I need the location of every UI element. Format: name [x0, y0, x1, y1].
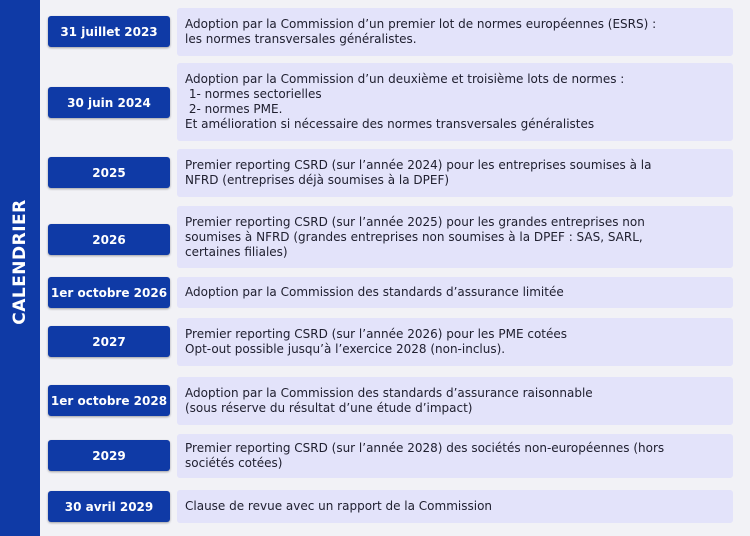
row-description [177, 434, 733, 478]
calendar-title: CALENDRIER [10, 199, 30, 325]
description-line: NFRD (entreprises déjà soumises à la DPEF) [185, 173, 450, 187]
row-date: 30 avril 2029 [48, 491, 170, 522]
description-line: sociétés cotées) [185, 456, 283, 470]
row-description [177, 149, 733, 197]
row-description [177, 490, 733, 523]
description-line: Adoption par la Commission d’un premier lot de normes européennes (ESRS) : [185, 17, 657, 31]
row-date: 1er octobre 2028 [48, 385, 170, 416]
description-line: (sous réserve du résultat d’une étude d’impact) [185, 401, 473, 415]
timeline-row [0, 206, 750, 268]
row-description [177, 8, 733, 56]
description-line: Premier reporting CSRD (sur l’année 2024) pour les entreprises soumises à la [185, 158, 652, 172]
description-line: les normes transversales généralistes. [185, 32, 417, 46]
row-date: 2026 [48, 224, 170, 255]
description-line: Premier reporting CSRD (sur l’année 2026) pour les PME cotées [185, 327, 568, 341]
description-line: Et amélioration si nécessaire des normes transversales généralistes [185, 117, 595, 131]
timeline-row [0, 149, 750, 197]
description-line: soumises à NFRD (grandes entreprises non soumises à la DPEF : SAS, SARL, [185, 229, 643, 244]
row-date: 1er octobre 2026 [48, 277, 170, 308]
row-date: 2029 [48, 440, 170, 471]
row-description [177, 277, 733, 308]
description-line: Clause de revue avec un rapport de la Commission [185, 499, 493, 513]
description-line: Premier reporting CSRD (sur l’année 2028) des sociétés non-européennes (hors [185, 441, 665, 455]
row-date: 30 juin 2024 [48, 87, 170, 118]
description-line: 1- normes sectorielles [185, 87, 322, 101]
row-description [177, 377, 733, 425]
description-line: Opt-out possible jusqu’à l’exercice 2028 (non-inclus). [185, 342, 506, 356]
description-line: Adoption par la Commission des standards d’assurance raisonnable [185, 386, 593, 400]
timeline-row [0, 63, 750, 141]
row-description [177, 318, 733, 366]
timeline-row [0, 8, 750, 56]
timeline-row [0, 318, 750, 366]
description-line: Premier reporting CSRD (sur l’année 2025) pour les grandes entreprises non [185, 214, 645, 229]
description-line: certaines filiales) [185, 244, 288, 259]
row-date: 2027 [48, 326, 170, 357]
row-date: 2025 [48, 157, 170, 188]
description-line: Adoption par la Commission des standards d’assurance limitée [185, 285, 564, 299]
timeline-row [0, 434, 750, 478]
row-description [177, 63, 733, 141]
timeline-row [0, 277, 750, 308]
timeline-row [0, 490, 750, 523]
row-date: 31 juillet 2023 [48, 16, 170, 47]
description-line: Adoption par la Commission d’un deuxième et troisième lots de normes : [185, 72, 625, 86]
row-description [177, 206, 733, 268]
description-line: 2- normes PME. [185, 102, 283, 116]
timeline-row [0, 377, 750, 425]
